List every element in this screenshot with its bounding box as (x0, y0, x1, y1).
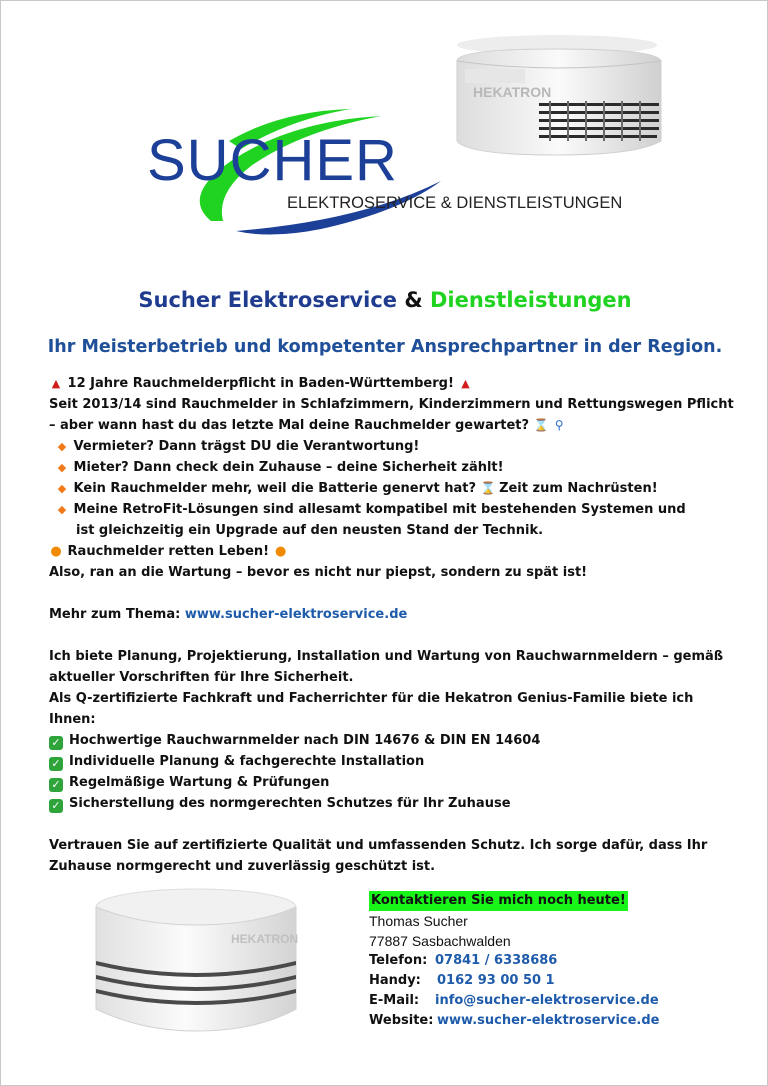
bullet-text: Kein Rauchmelder mehr, weil die Batterie genervt hat? (73, 481, 476, 496)
services-line-3: Als Q-zertifizierte Fachkraft und Facherrichter für die Hekatron Genius-Familie biete ich (49, 691, 694, 706)
title-ampersand: & (397, 288, 430, 312)
logo-tagline: ELEKTROSERVICE & DIENSTLEISTUNGEN (287, 194, 623, 212)
contact-cta: Kontaktieren Sie mich noch heute! (369, 891, 628, 911)
contact-block (369, 891, 749, 1031)
email-link[interactable]: info@sucher-elektroservice.de (435, 993, 659, 1008)
intro-title-line (49, 373, 739, 394)
checklist-item (49, 772, 739, 793)
website-row (369, 1011, 749, 1031)
intro-line-2: – aber wann hast du das letzte Mal deine Rauchmelder gewartet? (49, 418, 530, 433)
website-label: Website: (369, 1013, 434, 1028)
checklist-text: Sicherstellung des normgerechten Schutzes für Ihr Zuhause (69, 796, 511, 811)
intro-line-2-row (49, 415, 739, 436)
checklist-text: Hochwertige Rauchwarnmelder nach DIN 14676 & DIN EN 14604 (69, 733, 541, 748)
contact-name: Thomas Sucher (369, 913, 468, 929)
hekatron-brand-text: HEKATRON (231, 932, 299, 946)
list-item (49, 478, 739, 499)
fire-icon: ● (274, 544, 287, 559)
bullet-suffix: Zeit zum Nachrüsten! (499, 481, 658, 496)
contact-city: 77887 Sasbachwalden (369, 933, 511, 949)
services-line-4: Ihnen: (49, 712, 96, 727)
website-link[interactable]: www.sucher-elektroservice.de (437, 1013, 660, 1028)
checklist-text: Individuelle Planung & fachgerechte Installation (69, 754, 425, 769)
bullet-text: Meine RetroFit-Lösungen sind allesamt kompatibel mit bestehenden Systemen und (73, 502, 686, 517)
checklist-text: Regelmäßige Wartung & Prüfungen (69, 775, 330, 790)
phone-label: Telefon: (369, 953, 428, 968)
trust-line-1: Vertrauen Sie auf zertifizierte Qualität und umfassenden Schutz. Ich sorge dafür, dass Ihr (49, 838, 708, 853)
phone-number[interactable]: 07841 / 6338686 (435, 953, 558, 968)
check-mark-icon: ✓ (49, 757, 63, 771)
list-item (49, 499, 739, 520)
check-mark-icon: ✓ (49, 778, 63, 792)
website-link[interactable]: www.sucher-elektroservice.de (184, 607, 408, 622)
company-logo (141, 101, 641, 241)
services-line-2: aktueller Vorschriften für Ihre Sicherheit. (49, 670, 354, 685)
list-item (49, 457, 739, 478)
more-info-line (49, 604, 739, 625)
orange-diamond-icon: ◆ (57, 503, 67, 516)
check-mark-icon: ✓ (49, 736, 63, 750)
checklist-item (49, 751, 739, 772)
bullet-text: Vermieter? Dann trägst DU die Verantwortung! (73, 439, 420, 454)
hekatron-brand-text: HEKATRON (473, 84, 552, 100)
intro-title: 12 Jahre Rauchmelderpflicht in Baden-Württemberg! (67, 376, 454, 391)
title-part-blue: Sucher Elektroservice (138, 288, 398, 312)
email-label: E-Mail: (369, 993, 420, 1008)
mobile-label: Handy: (369, 973, 421, 988)
logo-wordmark: SUCHER (147, 128, 398, 193)
list-item (49, 436, 739, 457)
fire-line (49, 541, 739, 562)
title-part-green: Dienstleistungen (429, 288, 632, 312)
body-text (49, 373, 739, 877)
fire-line-text: Rauchmelder retten Leben! (67, 544, 270, 559)
police-light-icon: ▲ (461, 377, 470, 390)
police-light-icon: ▲ (51, 377, 61, 390)
orange-diamond-icon: ◆ (57, 482, 67, 495)
intro-line-1: Seit 2013/14 sind Rauchmelder in Schlafzimmern, Kinderzimmern und Rettungswegen Pflicht (49, 397, 734, 412)
phone-row (369, 951, 749, 971)
more-info-label: Mehr zum Thema: (49, 607, 185, 622)
bullet-text: Mieter? Dann check dein Zuhause – deine Sicherheit zählt! (73, 460, 504, 475)
check-mark-icon: ✓ (49, 799, 63, 813)
page-subtitle: Ihr Meisterbetrieb und kompetenter Ansprechpartner in der Region. (47, 337, 723, 357)
checklist-item (49, 730, 739, 751)
page-title (1, 288, 768, 312)
mobile-row (369, 971, 749, 991)
email-row (369, 991, 749, 1011)
closing-line: Also, ran an die Wartung – bevor es nicht nur piepst, sondern zu spät ist! (49, 565, 588, 580)
mobile-number[interactable]: 0162 93 00 50 1 (437, 973, 555, 988)
orange-diamond-icon: ◆ (57, 461, 67, 474)
checklist-item (49, 793, 739, 814)
bullet-continuation: ist gleichzeitig ein Upgrade auf den neusten Stand der Technik. (76, 523, 544, 538)
trust-line-2: Zuhause normgerecht und zuverlässig geschützt ist. (49, 859, 436, 874)
orange-diamond-icon: ◆ (57, 440, 67, 453)
fire-icon: ● (50, 544, 62, 559)
hourglass-icon: ⌛ (480, 481, 496, 495)
list-item-continuation (49, 520, 739, 541)
services-line-1: Ich biete Planung, Projektierung, Installation und Wartung von Rauchwarnmeldern – gemäß (49, 649, 724, 664)
smoke-detector-image-bottom (81, 881, 311, 1041)
hourglass-icon: ⌛ (533, 418, 549, 432)
magnifier-icon: ⚲ (554, 418, 564, 432)
